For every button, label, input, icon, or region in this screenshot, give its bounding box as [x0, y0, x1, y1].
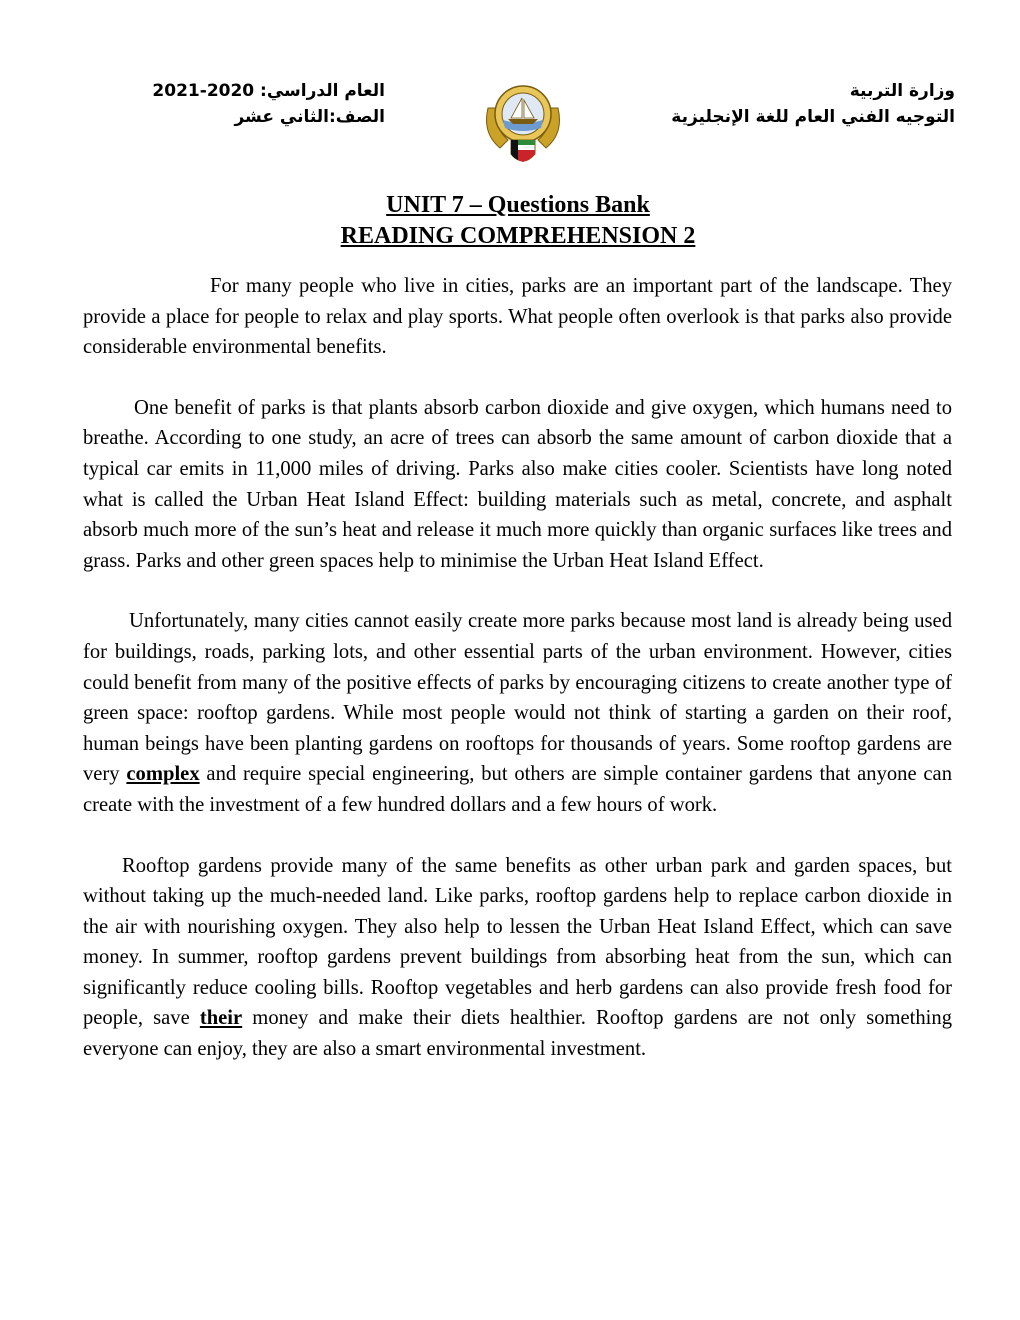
ministry-header — [560, 78, 955, 130]
emblem-graphic — [478, 78, 568, 170]
paragraph-3-text-a: Unfortunately, many cities cannot easily create more parks because most land is already being used for buildings, roads, parking lots, and other essential parts of the urban environment. However, cities could benefit from many of the positive effects of parks by encouraging citizens to create another type of green space: rooftop gardens. While most people would not think of starting a garden on their roof, human beings have been planting gardens on rooftops for thousands of years. Some rooftop gardens are very — [83, 610, 952, 786]
grade-level: الصف:الثاني عشر — [234, 107, 385, 127]
emblem-dhow-hull — [508, 119, 538, 124]
academic-info-header — [150, 78, 385, 130]
department-name: التوجيه الفني العام للغة الإنجليزية — [671, 107, 955, 127]
paragraph-2: One benefit of parks is that plants absorb carbon dioxide and give oxygen, which humans need to breathe. According to one study, an acre of trees can absorb the same amount of carbon dioxide that a typical car emits in 11,000 miles of driving. Parks also make cities cooler. Scientists have long noted what is called the Urban Heat Island Effect: building materials such as metal, concrete, and asphalt absorb much more of the sun’s heat and release it much more quickly than organic surfaces like trees and grass. Parks and other green spaces help to minimise the Urban Heat Island Effect. — [83, 396, 952, 572]
paragraph-4-text-b: money and make their diets healthier. Rooftop gardens are not only something everyone can enjoy, they are also a smart environmental investment. — [83, 1007, 952, 1061]
paragraph-1: For many people who live in cities, parks are an important part of the landscape. They provide a place for people to relax and play sports. What people often overlook is that parks also provide considerable environmental benefits. — [83, 275, 952, 359]
academic-year: العام الدراسي: 2020-2021 — [152, 81, 385, 101]
reading-passage — [83, 271, 952, 1095]
paragraph-4-text-a: Rooftop gardens provide many of the same benefits as other urban park and garden spaces, but without taking up the much-needed land. Like parks, rooftop gardens help to replace carbon dioxide in the air with nourishing oxygen. They also help to lessen the Urban Heat Island Effect, which can save money. In summer, rooftop gardens prevent buildings from absorbing heat from the sun, which can significantly reduce cooling bills. Rooftop vegetables and herb gardens can also provide fresh food for people, save — [83, 854, 952, 1030]
paragraph-3 — [83, 606, 952, 820]
paragraph-3-text-b: and require special engineering, but others are simple container gardens that anyone can create with the investment of a few hundred dollars and a few hours of work. — [83, 763, 952, 816]
unit-title: UNIT 7 – Questions Bank — [386, 192, 650, 218]
emblem-flag-black — [511, 140, 518, 160]
keyword-their: their — [199, 1007, 243, 1030]
keyword-complex: complex — [126, 763, 200, 786]
emblem-flag-green — [518, 140, 535, 145]
section-title: READING COMPREHENSION 2 — [340, 223, 696, 249]
ministry-name: وزارة التربية — [849, 81, 955, 101]
document-title — [0, 190, 1020, 252]
kuwait-emblem-icon — [478, 78, 568, 170]
emblem-flag-red — [518, 150, 535, 162]
paragraph-4 — [83, 851, 952, 1065]
